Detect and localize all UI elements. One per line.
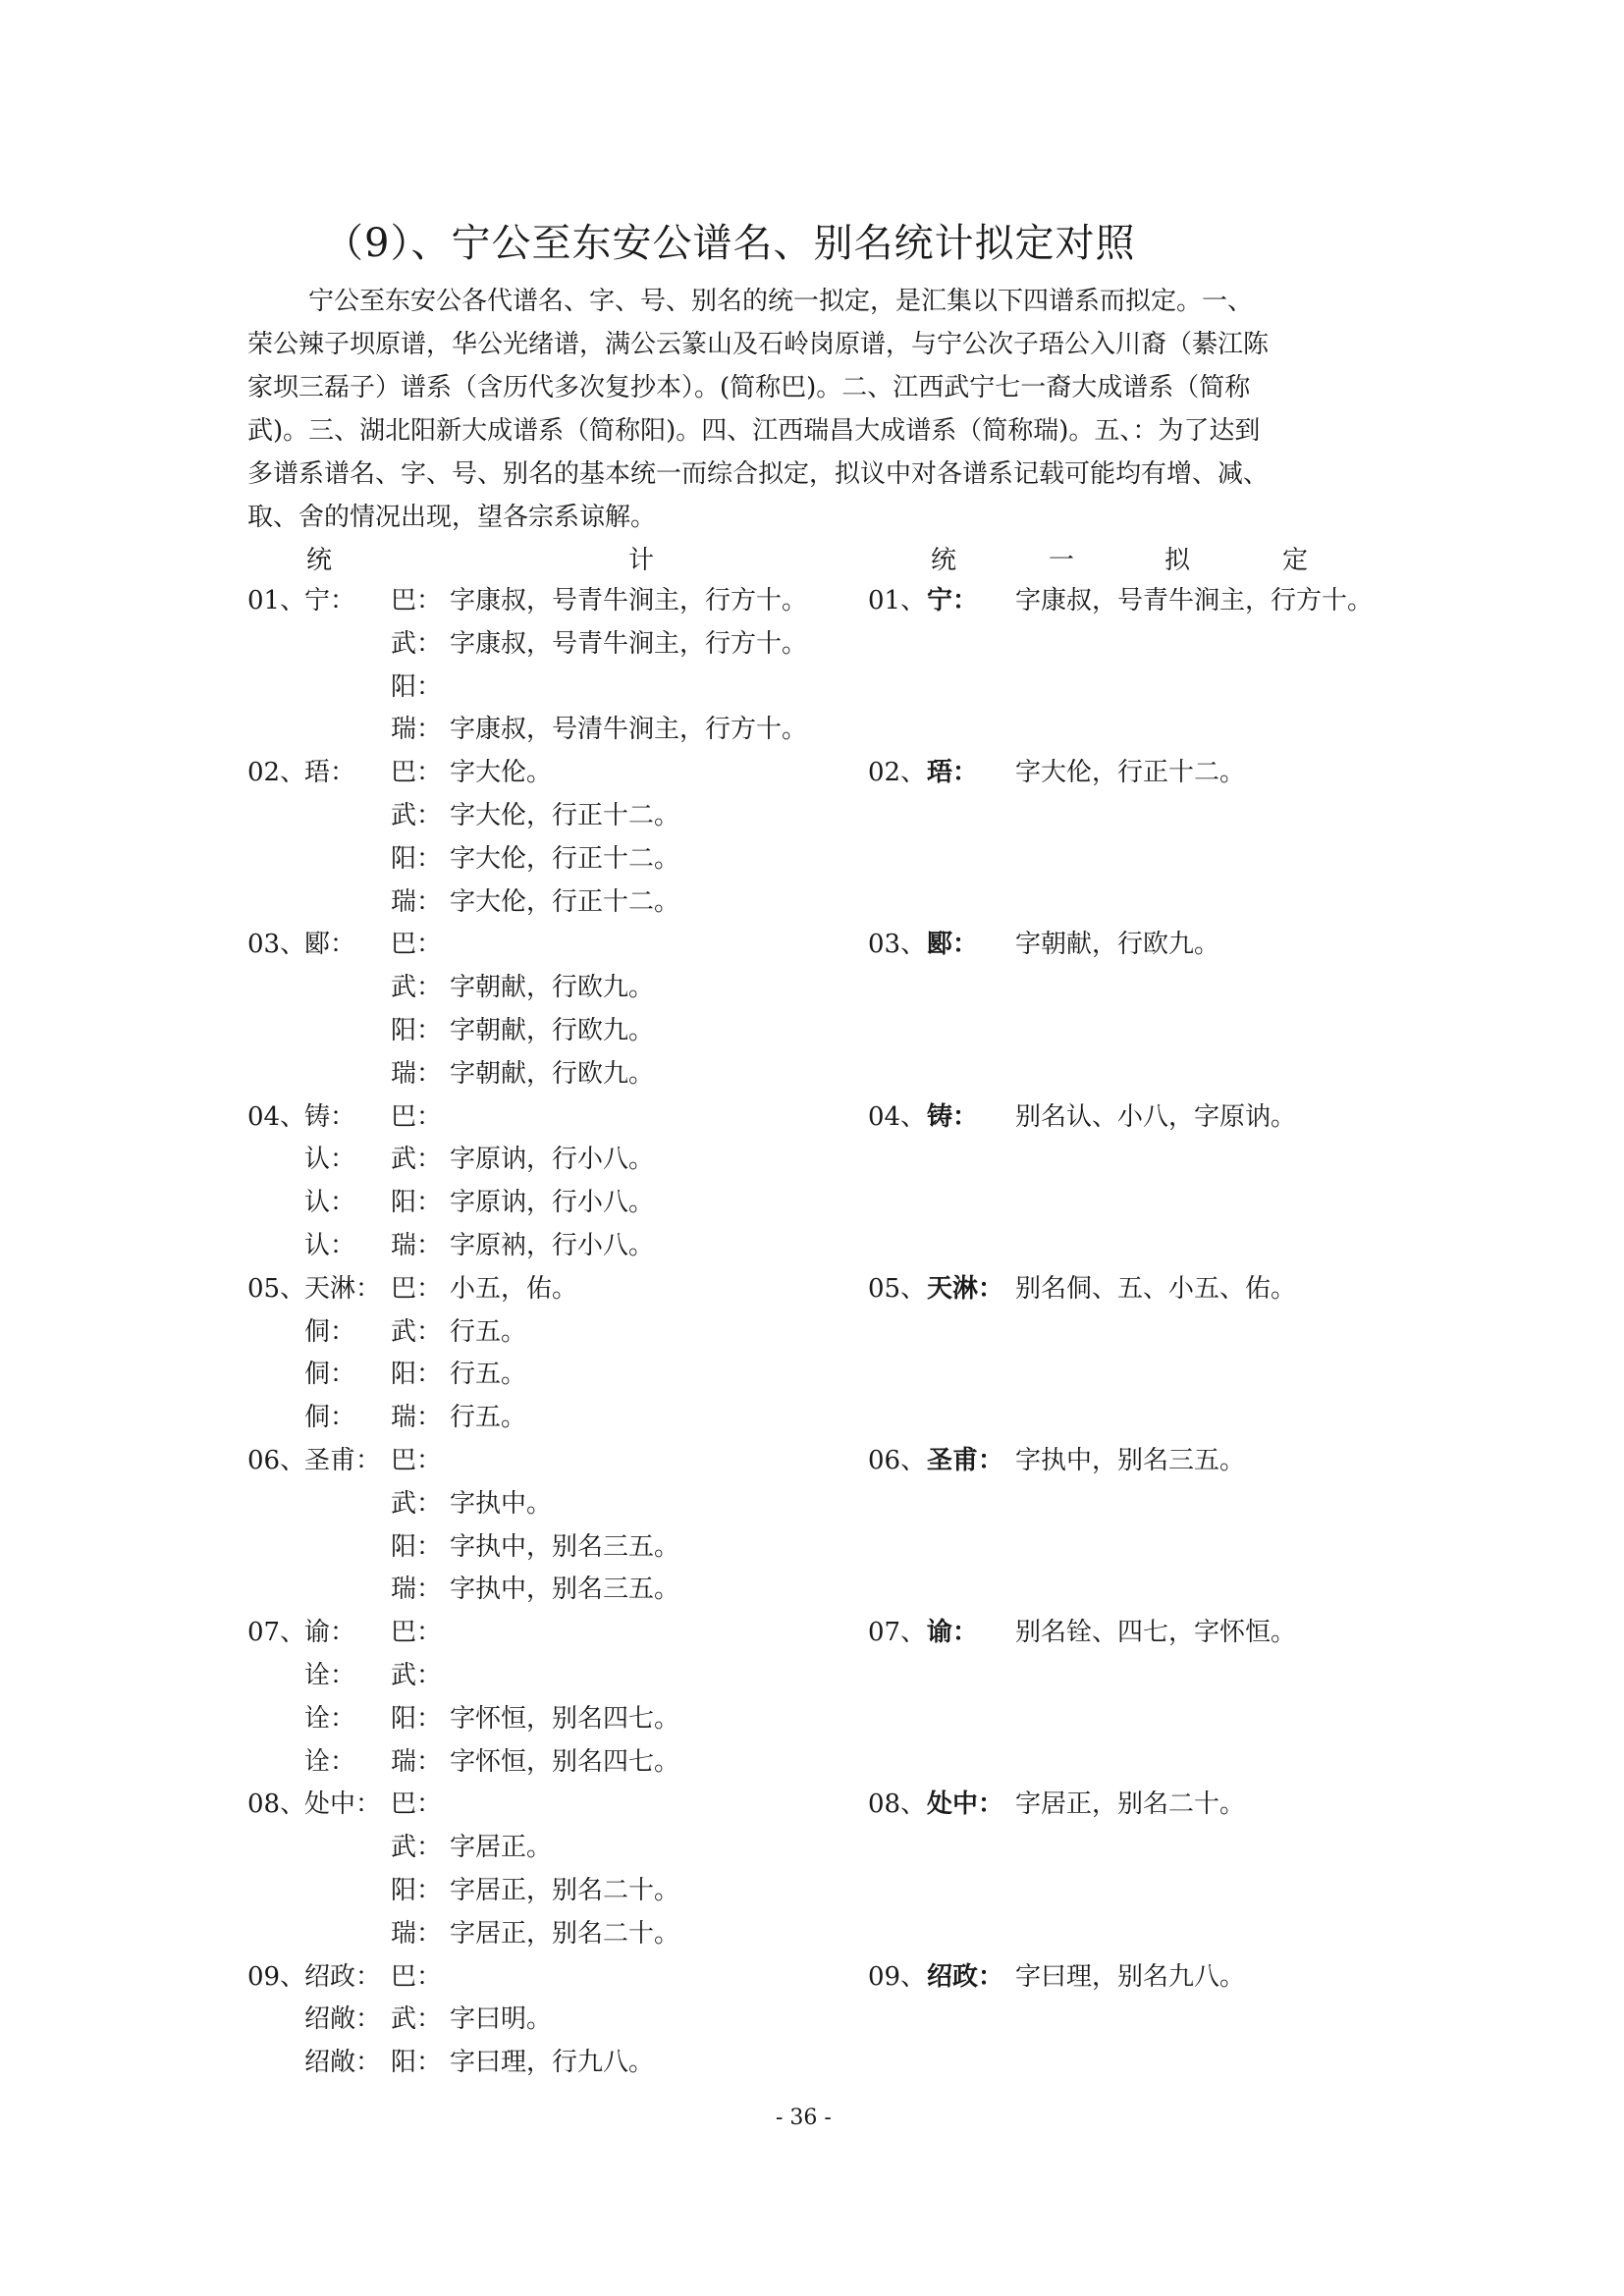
table-row xyxy=(0,795,1624,838)
table-row xyxy=(0,1655,1624,1698)
source-label: 瑞： xyxy=(391,1746,443,1777)
table-row xyxy=(0,967,1624,1010)
source-label: 武： xyxy=(391,1145,443,1175)
ancestor-name: 侗： xyxy=(304,1316,356,1347)
ancestor-name: 天淋： xyxy=(304,1273,382,1304)
intro-line: 取、舍的情况出现，望各宗系谅解。 xyxy=(247,503,657,532)
unified-number: 08、 xyxy=(868,1789,927,1820)
source-text: 字执中，别名三五。 xyxy=(450,1531,680,1562)
table-row xyxy=(0,1311,1624,1355)
source-label: 武： xyxy=(391,800,443,830)
source-label: 阳： xyxy=(391,1703,443,1734)
source-text: 字居正，别名二十。 xyxy=(450,1918,680,1949)
unified-number: 04、 xyxy=(868,1101,927,1132)
header-unified-3: 拟 xyxy=(1164,546,1191,575)
unified-name: 宁： xyxy=(927,586,979,615)
source-text: 字执中。 xyxy=(450,1488,553,1519)
unified-text: 别名铨、四七，字怀恒。 xyxy=(1015,1618,1297,1648)
table-row xyxy=(0,1440,1624,1483)
source-label: 巴： xyxy=(391,1789,443,1820)
table-row xyxy=(0,838,1624,881)
entry-number: 05、 xyxy=(247,1273,306,1304)
source-label: 瑞： xyxy=(391,715,443,745)
source-label: 武： xyxy=(391,2004,443,2035)
header-tong: 统 xyxy=(306,546,333,575)
source-text: 行五。 xyxy=(450,1360,527,1390)
ancestor-name: 绍敞： xyxy=(304,2048,382,2078)
table-row xyxy=(0,1913,1624,1956)
table-row xyxy=(0,1569,1624,1612)
ancestor-name: 诠： xyxy=(304,1660,356,1690)
source-text: 字执中，别名三五。 xyxy=(450,1575,680,1605)
source-text: 字朝献，行欧九。 xyxy=(450,1058,655,1089)
table-row xyxy=(0,580,1624,623)
source-text: 字居正。 xyxy=(450,1833,553,1863)
ancestor-name: 郾： xyxy=(304,930,356,960)
ancestor-name: 认： xyxy=(304,1188,356,1218)
source-text: 字大伦，行正十二。 xyxy=(450,800,680,830)
source-text: 字大伦，行正十二。 xyxy=(450,843,680,874)
entry-number: 07、 xyxy=(247,1618,306,1648)
table-row xyxy=(0,1741,1624,1785)
table-row xyxy=(0,1268,1624,1311)
ancestor-name: 侗： xyxy=(304,1403,356,1433)
source-label: 阳： xyxy=(391,1875,443,1905)
table-row xyxy=(0,752,1624,795)
ancestor-name: 宁： xyxy=(304,586,356,615)
source-text: 字曰明。 xyxy=(450,2004,553,2035)
entry-number: 02、 xyxy=(247,758,306,788)
unified-text: 字大伦，行正十二。 xyxy=(1015,758,1246,788)
unified-name: 圣甫： xyxy=(927,1445,1004,1475)
source-label: 武： xyxy=(391,1488,443,1519)
ancestor-name: 绍敞： xyxy=(304,2004,382,2035)
table-row xyxy=(0,1096,1624,1140)
ancestor-name: 谕： xyxy=(304,1618,356,1648)
ancestor-name: 绍政： xyxy=(304,1961,382,1992)
table-row xyxy=(0,623,1624,667)
source-label: 瑞： xyxy=(391,886,443,917)
ancestor-name: 诠： xyxy=(304,1746,356,1777)
entry-number: 01、 xyxy=(247,586,306,615)
table-row xyxy=(0,1956,1624,2000)
source-text: 字康叔，号青牛涧主，行方十。 xyxy=(450,628,808,659)
source-text: 字曰理，行九八。 xyxy=(450,2048,655,2078)
source-label: 巴： xyxy=(391,1961,443,1992)
ancestor-name: 诠： xyxy=(304,1703,356,1734)
source-label: 武： xyxy=(391,628,443,659)
unified-text: 字朝献，行欧九。 xyxy=(1015,930,1220,960)
source-text: 行五。 xyxy=(450,1316,527,1347)
intro-line: 武)。三、湖北阳新大成谱系（简称阳)。四、江西瑞昌大成谱系（简称瑞)。五、：为了达到 xyxy=(247,416,1261,446)
unified-number: 05、 xyxy=(868,1273,927,1304)
unified-name: 绍政： xyxy=(927,1961,1004,1992)
table-row xyxy=(0,1225,1624,1268)
source-text: 字大伦。 xyxy=(450,758,553,788)
header-ji: 计 xyxy=(628,546,655,575)
source-label: 瑞： xyxy=(391,1403,443,1433)
unified-name: 郾： xyxy=(927,930,979,960)
table-row xyxy=(0,881,1624,925)
source-label: 阳： xyxy=(391,843,443,874)
source-label: 瑞： xyxy=(391,1575,443,1605)
source-label: 巴： xyxy=(391,1101,443,1132)
ancestor-name: 圣甫： xyxy=(304,1445,382,1475)
table-row xyxy=(0,1483,1624,1526)
intro-paragraph xyxy=(247,280,1392,539)
source-label: 阳： xyxy=(391,671,443,702)
intro-line: 宁公至东安公各代谱名、字、号、别名的统一拟定，是汇集以下四谱系而拟定。一、 xyxy=(308,287,1254,316)
header-unified-2: 一 xyxy=(1049,546,1075,575)
entry-number: 09、 xyxy=(247,1961,306,1992)
table-row xyxy=(0,1784,1624,1827)
source-label: 巴： xyxy=(391,758,443,788)
source-text: 字康叔，号清牛涧主，行方十。 xyxy=(450,715,808,745)
source-label: 阳： xyxy=(391,1360,443,1390)
ancestor-name: 认： xyxy=(304,1230,356,1260)
table-row xyxy=(0,1827,1624,1870)
unified-number: 02、 xyxy=(868,758,927,788)
ancestor-name: 认： xyxy=(304,1145,356,1175)
entry-number: 06、 xyxy=(247,1445,306,1475)
entry-number: 04、 xyxy=(247,1101,306,1132)
table-row xyxy=(0,1612,1624,1655)
unified-number: 01、 xyxy=(868,586,927,615)
source-label: 巴： xyxy=(391,930,443,960)
unified-text: 字居正，别名二十。 xyxy=(1015,1789,1246,1820)
ancestor-name: 珸： xyxy=(304,758,356,788)
entry-number: 08、 xyxy=(247,1789,306,1820)
table-row xyxy=(0,1182,1624,1225)
header-unified-1: 统 xyxy=(931,546,957,575)
source-label: 瑞： xyxy=(391,1918,443,1949)
ancestor-name: 铸： xyxy=(304,1101,356,1132)
header-unified-4: 定 xyxy=(1282,546,1309,575)
source-label: 瑞： xyxy=(391,1058,443,1089)
unified-text: 别名侗、五、小五、佑。 xyxy=(1015,1273,1297,1304)
table-row xyxy=(0,1397,1624,1440)
source-label: 阳： xyxy=(391,1531,443,1562)
source-label: 武： xyxy=(391,973,443,1003)
source-text: 字怀恒，别名四七。 xyxy=(450,1703,680,1734)
page-number: - 36 - xyxy=(776,2106,832,2130)
source-text: 字朝献，行欧九。 xyxy=(450,973,655,1003)
source-text: 字朝献，行欧九。 xyxy=(450,1015,655,1045)
source-label: 巴： xyxy=(391,1273,443,1304)
table-row xyxy=(0,667,1624,710)
unified-text: 别名认、小八，字原讷。 xyxy=(1015,1101,1297,1132)
intro-line: 多谱系谱名、字、号、别名的基本统一而综合拟定，拟议中对各谱系记载可能均有增、减、 xyxy=(247,459,1270,489)
unified-number: 07、 xyxy=(868,1618,927,1648)
source-label: 武： xyxy=(391,1833,443,1863)
source-label: 阳： xyxy=(391,2048,443,2078)
source-label: 巴： xyxy=(391,1445,443,1475)
table-row xyxy=(0,1053,1624,1096)
unified-text: 字康叔，号青牛涧主，行方十。 xyxy=(1015,586,1374,615)
source-label: 阳： xyxy=(391,1015,443,1045)
source-text: 行五。 xyxy=(450,1403,527,1433)
source-text: 字原衲，行小八。 xyxy=(450,1230,655,1260)
source-text: 字康叔，号青牛涧主，行方十。 xyxy=(450,586,808,615)
source-label: 武： xyxy=(391,1316,443,1347)
page-title: （9）、宁公至东安公谱名、别名统计拟定对照 xyxy=(324,221,1136,266)
table-row xyxy=(0,1139,1624,1182)
table-row xyxy=(0,1526,1624,1570)
ancestor-name: 处中： xyxy=(304,1789,382,1820)
unified-number: 06、 xyxy=(868,1445,927,1475)
source-text: 小五，佑。 xyxy=(450,1273,578,1304)
source-label: 阳： xyxy=(391,1188,443,1218)
source-label: 武： xyxy=(391,1660,443,1690)
source-text: 字原讷，行小八。 xyxy=(450,1188,655,1218)
unified-name: 处中： xyxy=(927,1789,1004,1820)
unified-name: 谕： xyxy=(927,1618,979,1648)
table-row xyxy=(0,1698,1624,1741)
table-row xyxy=(0,2042,1624,2085)
unified-name: 铸： xyxy=(927,1101,979,1132)
entry-number: 03、 xyxy=(247,930,306,960)
table-row xyxy=(0,709,1624,752)
table-row xyxy=(0,1354,1624,1397)
ancestor-name: 侗： xyxy=(304,1360,356,1390)
unified-name: 天淋： xyxy=(927,1273,1004,1304)
table-row xyxy=(0,924,1624,967)
unified-text: 字曰理，别名九八。 xyxy=(1015,1961,1246,1992)
source-text: 字居正，别名二十。 xyxy=(450,1875,680,1905)
intro-line: 荣公辣子坝原谱，华公光绪谱，满公云篆山及石岭岗原谱，与宁公次子珸公入川裔（綦江陈 xyxy=(247,330,1270,359)
source-label: 瑞： xyxy=(391,1230,443,1260)
table-row xyxy=(0,1010,1624,1053)
source-label: 巴： xyxy=(391,586,443,615)
source-text: 字怀恒，别名四七。 xyxy=(450,1746,680,1777)
source-text: 字原讷，行小八。 xyxy=(450,1145,655,1175)
unified-text: 字执中，别名三五。 xyxy=(1015,1445,1246,1475)
source-label: 巴： xyxy=(391,1618,443,1648)
source-text: 字大伦，行正十二。 xyxy=(450,886,680,917)
comparison-table xyxy=(0,580,1624,2085)
table-row xyxy=(0,1999,1624,2042)
intro-line: 家坝三磊子）谱系（含历代多次复抄本）。(简称巴)。二、江西武宁七一裔大成谱系（简称 xyxy=(247,373,1251,402)
unified-name: 珸： xyxy=(927,758,979,788)
table-row xyxy=(0,1870,1624,1913)
unified-number: 03、 xyxy=(868,930,927,960)
unified-number: 09、 xyxy=(868,1961,927,1992)
